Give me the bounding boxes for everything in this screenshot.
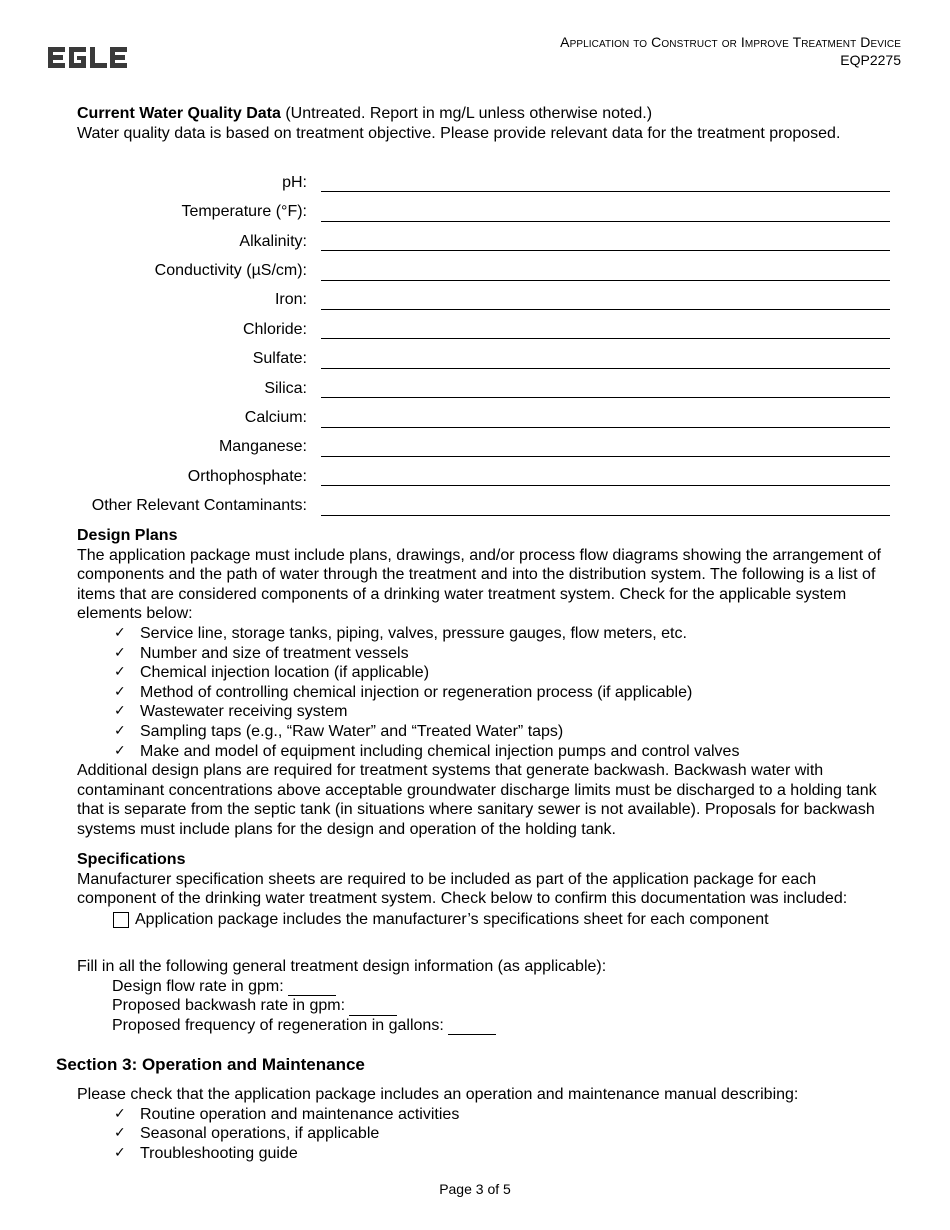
checklist-item	[114, 624, 899, 644]
page-number: Page 3 of 5	[439, 1181, 511, 1197]
specifications-checkbox[interactable]	[113, 912, 129, 928]
water-quality-note: (Untreated. Report in mg/L unless otherwise noted.)	[285, 105, 653, 122]
general-design-section	[77, 957, 899, 1035]
design-plans-section	[77, 526, 899, 840]
water-quality-input[interactable]	[321, 233, 890, 251]
general-design-intro: Fill in all the following general treatment design information (as applicable):	[77, 958, 607, 975]
water-quality-input[interactable]	[321, 292, 890, 310]
check-mark-icon: ✓	[114, 1125, 126, 1142]
check-mark-icon: ✓	[114, 683, 126, 700]
water-quality-label: Temperature (°F):	[181, 203, 307, 221]
section3-intro: Please check that the application package includes an operation and maintenance manual describing:	[77, 1086, 799, 1103]
water-quality-row	[77, 163, 890, 192]
checklist-item	[114, 1105, 899, 1125]
general-design-fields	[77, 977, 899, 1036]
checklist-item	[114, 1124, 899, 1144]
water-quality-input[interactable]	[321, 321, 890, 339]
water-quality-row	[77, 222, 890, 251]
checklist-item	[114, 683, 899, 703]
water-quality-row	[77, 281, 890, 310]
section3-title: Section 3: Operation and Maintenance	[56, 1055, 365, 1074]
water-quality-input[interactable]	[321, 174, 890, 192]
water-quality-label: Chloride:	[242, 320, 307, 338]
water-quality-input[interactable]	[321, 204, 890, 222]
checklist-item-text: Chemical injection location (if applicable)	[140, 664, 430, 682]
checklist-item-text: Make and model of equipment including chemical injection pumps and control valves	[140, 742, 740, 760]
egle-logo	[48, 44, 128, 72]
water-quality-label: Other Relevant Contaminants:	[91, 497, 307, 515]
water-quality-row	[77, 457, 890, 486]
water-quality-row	[77, 310, 890, 339]
checklist-item-text: Troubleshooting guide	[140, 1144, 298, 1162]
check-mark-icon: ✓	[114, 703, 126, 720]
section3-checklist	[77, 1105, 899, 1164]
header-info	[560, 33, 901, 69]
water-quality-label: Calcium:	[244, 408, 307, 426]
check-mark-icon: ✓	[114, 722, 126, 739]
design-plans-additional: Additional design plans are required for treatment systems that generate backwash. Backwash water with contaminant concentrations above acceptable groundwater discharge limits must be discharged to a holding tank that is separate from the septic tank (in situations where sanitary sewer is not available). Proposals for backwash systems must include plans for the design and operation of the holding tank.	[77, 762, 877, 838]
check-mark-icon: ✓	[114, 742, 126, 759]
general-design-row	[112, 996, 899, 1016]
form-number: EQP2275	[840, 52, 901, 68]
general-design-input[interactable]	[288, 981, 336, 996]
specifications-heading: Specifications	[77, 851, 186, 868]
water-quality-label: Iron:	[274, 291, 307, 309]
design-plans-heading: Design Plans	[77, 527, 178, 544]
form-title: Application to Construct or Improve Treatment Device	[560, 34, 901, 50]
water-quality-label: pH:	[282, 173, 307, 191]
checklist-item	[114, 742, 899, 762]
check-mark-icon: ✓	[114, 1144, 126, 1161]
checklist-item-text: Wastewater receiving system	[140, 703, 348, 721]
check-mark-icon: ✓	[114, 1105, 126, 1122]
water-quality-input[interactable]	[321, 498, 890, 516]
water-quality-label: Silica:	[264, 379, 307, 397]
design-plans-checklist	[77, 624, 899, 761]
section3-body	[77, 1085, 899, 1163]
water-quality-label: Alkalinity:	[239, 232, 307, 250]
water-quality-input[interactable]	[321, 410, 890, 428]
checklist-item-text: Sampling taps (e.g., “Raw Water” and “Treated Water” taps)	[140, 722, 564, 740]
general-design-label: Proposed frequency of regeneration in gallons:	[112, 1016, 444, 1034]
specifications-intro: Manufacturer specification sheets are required to be included as part of the application package for each component of the drinking water treatment system. Check below to confirm this documentation was included:	[77, 870, 848, 908]
check-mark-icon: ✓	[114, 644, 126, 661]
water-quality-label: Sulfate:	[252, 350, 307, 368]
design-plans-intro: The application package must include plans, drawings, and/or process flow diagrams showing the arrangement of components and the path of water through the treatment and into the distribution system. The following is a list of items that are considered components of a drinking water treatment system. Check for the applicable system elements below:	[77, 546, 881, 623]
general-design-label: Design flow rate in gpm:	[112, 977, 284, 995]
checklist-item-text: Routine operation and maintenance activities	[140, 1105, 460, 1123]
water-quality-row	[77, 428, 890, 457]
water-quality-row	[77, 398, 890, 427]
checklist-item	[114, 722, 899, 742]
general-design-input[interactable]	[349, 1001, 397, 1016]
check-mark-icon: ✓	[114, 624, 126, 641]
water-quality-row	[77, 339, 890, 368]
water-quality-input[interactable]	[321, 263, 890, 281]
water-quality-heading: Current Water Quality Data	[77, 105, 281, 122]
general-design-row	[112, 977, 899, 997]
water-quality-input[interactable]	[321, 351, 890, 369]
general-design-input[interactable]	[448, 1020, 496, 1035]
water-quality-row	[77, 369, 890, 398]
water-quality-input[interactable]	[321, 468, 890, 486]
water-quality-intro	[77, 104, 897, 143]
check-mark-icon: ✓	[114, 664, 126, 681]
water-quality-input[interactable]	[321, 439, 890, 457]
checklist-item	[114, 1144, 899, 1164]
specifications-checkbox-label: Application package includes the manufacturer’s specifications sheet for each component	[135, 910, 769, 928]
water-quality-row	[77, 251, 890, 280]
water-quality-input[interactable]	[321, 380, 890, 398]
specifications-checkbox-row	[77, 910, 899, 930]
checklist-item	[114, 644, 899, 664]
water-quality-description: Water quality data is based on treatment objective. Please provide relevant data for the treatment proposed.	[77, 124, 841, 142]
specifications-section	[77, 850, 899, 929]
water-quality-row	[77, 192, 890, 221]
checklist-item-text: Number and size of treatment vessels	[140, 644, 409, 662]
general-design-row	[112, 1016, 899, 1036]
checklist-item	[114, 663, 899, 683]
checklist-item-text: Seasonal operations, if applicable	[140, 1125, 380, 1143]
checklist-item	[114, 702, 899, 722]
checklist-item-text: Service line, storage tanks, piping, valves, pressure gauges, flow meters, etc.	[140, 624, 687, 642]
water-quality-fields	[77, 163, 890, 516]
water-quality-label: Manganese:	[218, 438, 307, 456]
checklist-item-text: Method of controlling chemical injection or regeneration process (if applicable)	[140, 683, 693, 701]
water-quality-label: Orthophosphate:	[187, 467, 307, 485]
water-quality-label: Conductivity (µS/cm):	[154, 261, 307, 279]
general-design-label: Proposed backwash rate in gpm:	[112, 997, 346, 1015]
water-quality-row	[77, 486, 890, 515]
